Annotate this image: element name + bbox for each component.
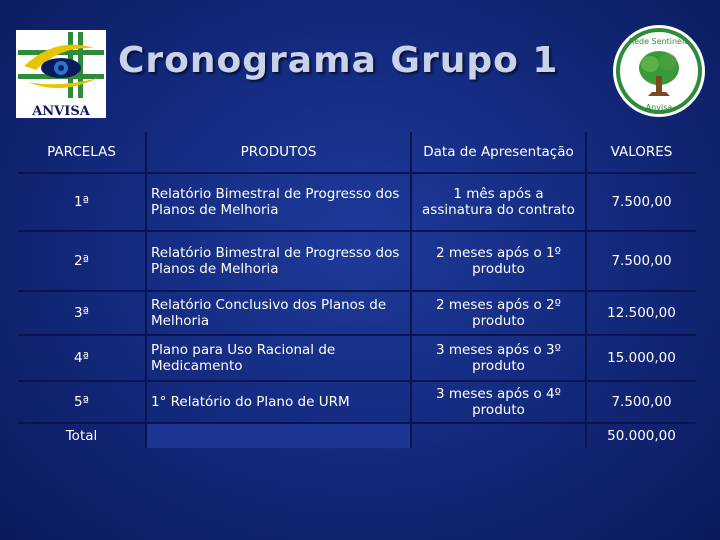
header-data: Data de Apresentação xyxy=(411,132,586,173)
cell-valor: 7.500,00 xyxy=(586,381,696,423)
table-row xyxy=(18,291,696,335)
table-row xyxy=(18,335,696,381)
total-value: 50.000,00 xyxy=(607,428,676,444)
header-parcelas: PARCELAS xyxy=(18,132,146,173)
cell-data: 3 meses após o 3º produto xyxy=(411,335,586,381)
cell-valor: 15.000,00 xyxy=(586,335,696,381)
table-row xyxy=(18,381,696,423)
header-produtos: PRODUTOS xyxy=(146,132,411,173)
cell-produto: 1° Relatório do Plano de URM xyxy=(146,381,411,423)
seal-bottom-text: Anvisa xyxy=(645,103,673,112)
cell-data: 1 mês após a assinatura do contrato xyxy=(411,173,586,231)
total-empty-cell xyxy=(411,423,586,448)
cell-valor: 12.500,00 xyxy=(586,291,696,335)
table-total-row xyxy=(18,423,696,448)
cell-produto: Relatório Conclusivo dos Planos de Melhoria xyxy=(146,291,411,335)
cell-valor: 7.500,00 xyxy=(586,173,696,231)
total-label: Total xyxy=(65,428,98,444)
cell-valor: 7.500,00 xyxy=(586,231,696,291)
cell-data: 2 meses após o 1º produto xyxy=(411,231,586,291)
total-empty-cell xyxy=(146,423,411,448)
cell-parcela: 3ª xyxy=(18,291,146,335)
cell-parcela: 1ª xyxy=(18,173,146,231)
cell-produto: Relatório Bimestral de Progresso dos Planos de Melhoria xyxy=(146,173,411,231)
table-row xyxy=(18,173,696,231)
table-header-row xyxy=(18,132,696,173)
cell-parcela: 4ª xyxy=(18,335,146,381)
anvisa-logo-icon xyxy=(16,30,106,118)
table-row xyxy=(18,231,696,291)
tree-seal-icon xyxy=(612,24,706,118)
header-valores: VALORES xyxy=(586,132,696,173)
cell-parcela: 5ª xyxy=(18,381,146,423)
anvisa-logo-text: ANVISA xyxy=(32,104,90,118)
cell-data: 3 meses após o 4º produto xyxy=(411,381,586,423)
page-title: Cronograma Grupo 1 xyxy=(118,40,559,81)
seal-top-text: Rede Sentinela xyxy=(628,37,690,46)
cell-data: 2 meses após o 2º produto xyxy=(411,291,586,335)
cell-produto: Plano para Uso Racional de Medicamento xyxy=(146,335,411,381)
cell-produto: Relatório Bimestral de Progresso dos Planos de Melhoria xyxy=(146,231,411,291)
schedule-table xyxy=(18,132,696,448)
cell-parcela: 2ª xyxy=(18,231,146,291)
